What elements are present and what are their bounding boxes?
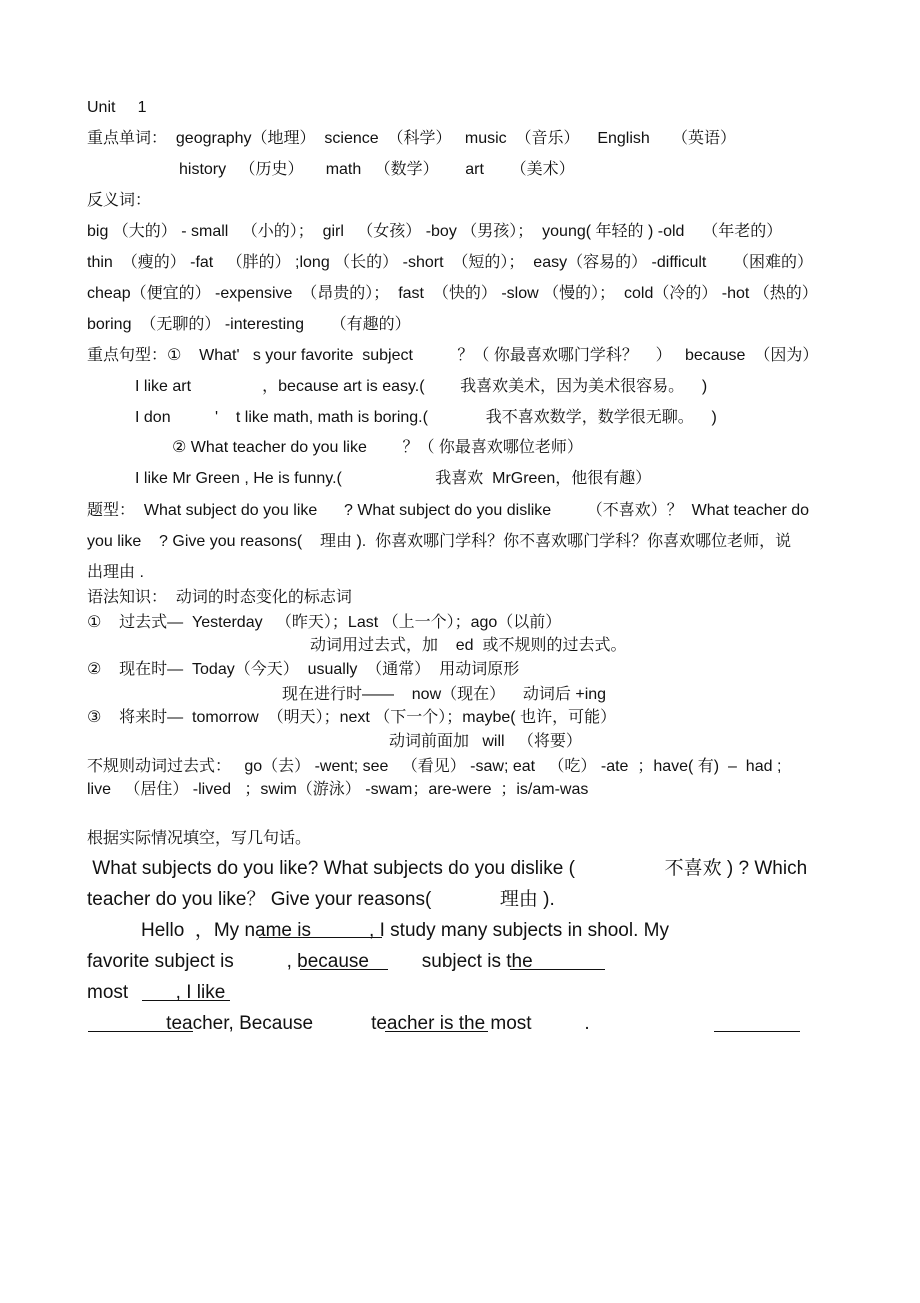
favorite-subject-blank[interactable] <box>300 969 388 970</box>
antonyms-line: thin （瘦的） -fat （胖的） ;long （长的） -short （短的）； easy（容易的） -difficult （困难的） <box>87 254 814 271</box>
writing-text-4: teacher, Because teacher is the most . <box>87 1013 590 1034</box>
grammar-present-1: ② 现在时— Today（今天） usually （通常） 用动词原形 <box>87 661 520 678</box>
teacher-blank[interactable] <box>88 1031 193 1032</box>
writing-prompt-1: What subjects do you like? What subjects do you dislike ( 不喜欢 ) ? Which <box>87 858 808 879</box>
grammar-present-2: 现在进行时—— now（现在） 动词后 +ing <box>282 686 607 703</box>
grammar-irregular-2: live （居住） -lived ；swim（游泳） -swam；are-were ；is/am-was <box>87 781 589 798</box>
antonyms-line: boring （无聊的） -interesting （有趣的） <box>87 316 411 333</box>
antonyms-line: cheap（便宜的） -expensive （昂贵的）； fast （快的） -slow （慢的）； cold（冷的） -hot （热的） <box>87 285 818 302</box>
grammar-future-2: 动词前面加 will （将要） <box>389 733 582 750</box>
question-types-line-2: you like ? Give you reasons( 理由 ). 你喜欢哪门学科？你不喜欢哪门学科？你喜欢哪位老师，说 <box>87 533 792 550</box>
name-blank[interactable] <box>259 937 382 938</box>
sentence-line-4: ② What teacher do you like ？（ 你最喜欢哪位老师） <box>172 439 583 456</box>
sentence-line-1: 重点句型：① What' s your favorite subject ？（ 你最喜欢哪门学科？ ） because （因为） <box>87 347 819 364</box>
antonyms-line: big （大的） - small （小的）； girl （女孩） -boy （男孩）； young( 年轻的 ) -old （年老的） <box>87 223 783 240</box>
end-blank[interactable] <box>714 1031 800 1032</box>
subject-reason-blank[interactable] <box>510 969 605 970</box>
grammar-future-1: ③ 将来时— tomorrow （明天）；next （下一个）；maybe( 也许，可能） <box>87 709 617 726</box>
most-blank[interactable] <box>142 1000 230 1001</box>
grammar-past-2: 动词用过去式，加 ed 或不规则的过去式。 <box>310 637 627 654</box>
grammar-irregular-1: 不规则动词过去式： go（去） -went; see （看见） -saw; eat （吃） -ate ；have( 有) – had ; <box>87 758 782 775</box>
sentence-line-3: I don ' t like math, math is boring.( 我不喜欢数学，数学很无聊。 ) <box>135 409 717 426</box>
writing-text-1: Hello ，My name is , I study many subjects in shool. My <box>141 920 669 941</box>
writing-text-3: most , I like <box>87 982 226 1003</box>
writing-prompt-2: teacher do you like？ Give your reasons( 理由 ). <box>87 889 555 910</box>
sentence-line-2: I like art ，because art is easy.( 我喜欢美术，因为美术很容易。 ) <box>135 378 708 395</box>
antonyms-heading: 反义词： <box>87 192 152 209</box>
sentence-line-5: I like Mr Green , He is funny.( 我喜欢 MrGreen，他很有趣） <box>135 470 652 487</box>
writing-instruction: 根据实际情况填空，写几句话。 <box>87 830 312 847</box>
question-types-line-3: 出理由 . <box>87 564 144 581</box>
unit-title: Unit 1 <box>87 99 147 116</box>
vocab-line-1: 重点单词： geography（地理） science （科学） music （音乐） English （英语） <box>87 130 737 147</box>
teacher-reason-blank[interactable] <box>385 1031 488 1032</box>
writing-text-2: favorite subject is , because subject is the <box>87 951 533 972</box>
vocab-line-2: history （历史） math （数学） art （美术） <box>179 161 575 178</box>
grammar-heading: 语法知识： 动词的时态变化的标志词 <box>87 589 352 606</box>
question-types-line-1: 题型： What subject do you like ? What subject do you dislike （不喜欢）？ What teacher do <box>87 502 810 519</box>
grammar-past-1: ① 过去式— Yesterday （昨天）；Last （上一个）；ago（以前） <box>87 614 562 631</box>
